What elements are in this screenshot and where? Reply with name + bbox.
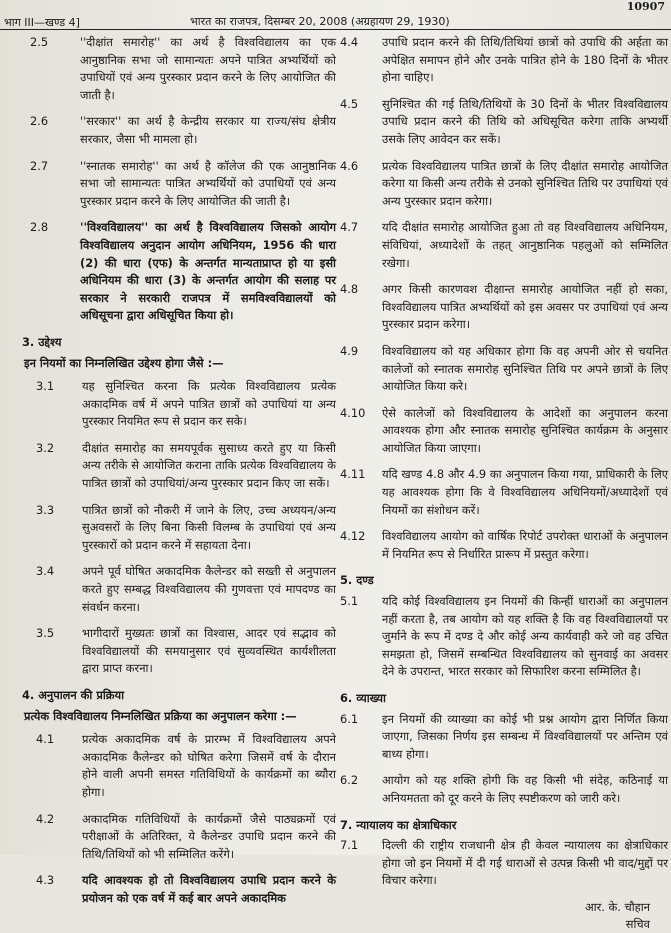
clause-number: 4.8 [340,282,359,297]
penalty-item [340,593,668,681]
procedure-item [340,528,668,563]
clause-text: यदि दीक्षांत समारोह आयोजित हुआ तो वह विश्वविद्यालय अधिनियम, संविधियां, अध्यादेशों के तहत् आनुष्ठानिक पहलुओं को सम्मिलित रखेगा। [382,220,668,270]
procedure-item [340,34,668,87]
clause-text: प्रत्येक विश्वविद्यालय पात्रित छात्रों के लिए दीक्षांत समारोह आयोजित करेगा या किसी अन्य तरीके से उनको सुनिश्चित तिथि पर उपाधियां एवं अन्य पुरस्कार प्रदान करेगा। [382,158,668,208]
definition-item [4,34,336,104]
clause-number: 3.1 [36,379,55,394]
clause-text: पात्रित छात्रों को नौकरी में जाने के लिए, उच्च अध्ययन/अन्य सुअवसरों के लिए बिना किसी विलम्ब के उपाधियां एवं अन्य पुरस्कारों को प्रदान करने में सहायता देना। [82,502,336,552]
clause-number: 4.1 [36,732,55,747]
procedure-item [340,158,668,211]
procedure-item [340,466,668,519]
procedure-item [340,343,668,396]
clause-text: ''विश्वविद्यालय'' का अर्थ है विश्वविद्यालय जिसको आयोग विश्वविद्यालय अनुदान आयोग अधिनियम, 1956 की धारा (2) की धारा (एफ) के अन्तर्गत मान्यताप्राप्त हो या इसी अधिनियम की धारा (3) के अन्तर्गत आयोग की सलाह पर सरकार ने सरकारी राजपत्र में समविश्वविद्यालयों को अधिसूचना द्वारा अधिसूचित किया हो। [80,220,336,323]
header-gazette-date: भारत का राजपत्र, दिसम्बर 20, 2008 (अग्रहायण 29, 1930) [190,15,450,28]
procedure-item [340,219,668,272]
clause-number: 4.4 [340,35,359,49]
clause-number: 2.5 [30,35,49,49]
clause-number: 4.3 [36,873,55,888]
clause-text: यदि खण्ड 4.8 और 4.9 का अनुपालन किया गया, प्राधिकारी के लिए यह आवश्यक होगा कि वे विश्वविद्यालय अधिनियमों/अध्यादेशों एवं नियमों का संशोधन करें। [382,467,668,517]
clause-text: ऐसे कालेजों को विश्वविद्यालय के आदेशों का अनुपालन करना आवश्यक होगा और स्नातक समारोह सुनिश्चित कार्यक्रम के अनुसार आयोजित किया जाएगा। [382,405,668,455]
section-title-interpretation: 6. व्याख्या [340,691,386,705]
definition-item [4,219,336,325]
section-intro: प्रत्येक विश्वविद्यालय निम्नलिखित प्रक्रिया का अनुपालन करेगा :— [24,708,297,723]
clause-text: आयोग को यह शक्ति होगी कि वह किसी भी संदेह, कठिनाई या अनियमतता को दूर करने के लिए स्पष्टीकरण को जारी करे। [382,773,668,805]
clause-text: दीक्षांत समारोह का समयपूर्वक सुसाध्य करते हुए या किसी अन्य तरीके से आयोजित कराना ताकि प्रत्येक विश्वविद्यालय के पात्रित छात्रों को उपाधियां/अन्य पुरस्कार प्रदान किए जा सकें। [82,440,336,491]
section-title-jurisdiction: 7. न्यायालय का क्षेत्राधिकार [340,817,457,832]
clause-text: ''सरकार'' का अर्थ है केन्द्रीय सरकार या राज्य/संघ क्षेत्रीय सरकार, जैसा भी मामला हो। [80,114,336,146]
right-column [340,34,668,933]
clause-number: 7.1 [340,838,359,853]
definition-item [4,113,336,148]
clause-number: 3.5 [36,626,55,641]
clause-number: 4.5 [340,96,359,111]
clause-number: 4.7 [340,220,359,235]
section-intro: इन नियमों का निम्नलिखित उद्देश्य होगा जैसे :— [24,355,224,370]
clause-text: इन नियमों की व्याख्या का कोई भी प्रश्न आयोग द्वारा निर्णित किया जाएगा, जिसका निर्णय इस सम्बन्ध में विश्वविद्यालयों पर अन्तिम एवं बाध्य होगा। [382,711,668,761]
clause-text: दिल्ली की राष्ट्रीय राजधानी क्षेत्र ही केवल न्यायालय का क्षेत्राधिकार होगा जो इन नियमों में दी गई धाराओं से उत्पन्न किसी भी वाद/मुद्दों पर विचार करेगा। [382,838,668,888]
clause-number: 2.8 [30,220,49,235]
section-title-penalty: 5. दण्ड [340,573,374,588]
clause-text: ''दीक्षांत समारोह'' का अर्थ है विश्वविद्यालय का एक आनुष्ठानिक सभा जो सामान्यतः अपने पात्रित अभ्यर्थियों को उपाधियों एवं अन्य पुरस्कार प्रदान करने के लिए आयोजित की जाती है। [80,35,336,102]
clause-text: यदि आवश्यक हो तो विश्वविद्यालय उपाधि प्रदान करने के प्रयोजन को एक वर्ष में कई बार अपने अकादमिक [82,873,336,905]
clause-number: 2.7 [30,158,49,173]
clause-text: यदि कोई विश्वविद्यालय इन नियमों की किन्हीं धाराओं का अनुपालन नहीं करता है, तब आयोग को यह शक्ति है कि वह विश्वविद्यालयों पर जुर्माने के रूप में दण्ड दे और कोई अन्य कार्यवाही करे जो वह उचित समझता हो, जिसमें सम्बन्धित विश्वविद्यालय को सुनवाई का अवसर देने के उपरान्त, भारत सरकार को सिफारिश करना सम्मिलित है। [382,594,668,679]
procedure-item [340,405,668,458]
header-rule [0,29,671,30]
clause-number: 4.11 [340,467,366,482]
objective-item [4,502,336,555]
clause-number: 4.6 [340,158,359,173]
clause-text: अपने पूर्व घोषित अकादमिक कैलेन्डर को सख्ती से अनुपालन करते हुए सम्बद्ध विश्वविद्यालय की गुणवत्ता एवं मापदण्ड का संवर्धन करना। [82,564,336,614]
signature-block [340,899,668,933]
clause-number: 4.2 [36,811,55,826]
clause-text: यह सुनिश्चित करना कि प्रत्येक विश्वविद्यालय प्रत्येक अकादमिक वर्ष में अपने पात्रित छात्रों को उपाधियां या अन्य पुरस्कार नियमित रूप से प्रदान कर सके। [82,379,336,429]
clause-number: 6.2 [340,773,359,788]
clause-number: 6.1 [340,711,359,726]
procedure-item [340,281,668,334]
clause-text: उपाधि प्रदान करने की तिथि/तिथियां छात्रों को उपाधि की अर्हता का अपेक्षित समापन होने और उनके पात्रित होने के 180 दिनों के भीतर होना चाहिए। [382,35,668,85]
clause-number: 3.3 [36,502,55,517]
clause-number: 4.9 [340,343,359,358]
clause-text: विश्वविद्यालय आयोग को वार्षिक रिपोर्ट उपरोक्त धाराओं के अनुपालन में नियमित रूप से निर्धारित प्रारूप में प्रस्तुत करेगा। [382,529,668,561]
clause-text: भागीदारों मुख्यतः छात्रों का विश्वास, आदर एवं सद्भाव को विश्वविद्यालयों की समयानुसार एवं सुव्यवस्थित कार्यशीलता द्वारा प्राप्त करना। [82,626,336,676]
clause-number: 5.1 [340,594,359,609]
clause-number: 2.6 [30,114,49,129]
clause-number: 3.2 [36,440,55,455]
section-title-objectives: 3. उद्देश्य [22,334,62,349]
signatory-designation: सचिव [625,916,650,931]
clause-text: विश्वविद्यालय को यह अधिकार होगा कि वह अपनी ओर से चयनित कालेजों को स्नातक समारोह सुनिश्चित तिथि पर अपने छात्रों के लिए आयोजित किया करे। [382,343,668,394]
procedure-item [4,811,336,864]
clause-number: 4.10 [340,405,366,420]
clause-text: ''स्नातक समारोह'' का अर्थ है कॉलेज की एक आनुष्ठानिक सभा जो सामान्यतः पात्रित अभ्यर्थियों को उपाधियों एवं अन्य पुरस्कार प्रदान करने के लिए आयोजित की जाती है। [80,158,336,208]
clause-text: प्रत्येक अकादमिक वर्ष के प्रारम्भ में विश्वविद्यालय अपने अकादमिक कैलेन्डर को घोषित करेगा जिसमें वर्ष के दौरान होने वाली अपनी समस्त गतिविधियों के कार्यक्रमों का ब्यौरा होगा। [82,732,336,799]
interpretation-item [340,772,668,807]
jurisdiction-item [340,837,668,890]
definition-item [4,158,336,211]
objective-item [4,440,336,493]
left-column [4,34,336,917]
signatory-name: आर. के. चौहान [584,899,650,914]
objective-item [4,563,336,616]
procedure-item [4,731,336,801]
procedure-item [340,96,668,149]
clause-text: सुनिश्चित की गई तिथि/तिथियों के 30 दिनों के भीतर विश्वविद्यालय उपाधि प्रदान करने की तिथि को अधिसूचित करेगा ताकि अभ्यर्थी उसके लिए आवेदन कर सकें। [382,96,668,146]
objective-item [4,378,336,431]
interpretation-item [340,711,668,764]
procedure-item [4,872,336,907]
section-title-compliance: 4. अनुपालन की प्रक्रिया [22,688,125,702]
clause-text: अगर किसी कारणवश दीक्षान्त समारोह आयोजित नहीं हो सका, विश्वविद्यालय पात्रित अभ्यर्थियों को इस अवसर पर उपाधियां एवं अन्य पुरस्कार प्रदान करेगा। [382,282,668,332]
page-number: 10907 [626,0,665,13]
clause-number: 3.4 [36,564,55,579]
header-part: भाग III—खण्ड 4] [4,16,80,29]
clause-text: अकादमिक गतिविधियों के कार्यक्रमों जैसे पाठ्यक्रमों एवं परीक्षाओं के अतिरिक्त, ये कैलेन्डर उपाधि प्रदान करने की तिथि/तिथियों को भी सम्मिलित करेंगे। [82,811,336,861]
clause-number: 4.12 [340,529,366,544]
objective-item [4,625,336,678]
page-header [0,10,671,30]
